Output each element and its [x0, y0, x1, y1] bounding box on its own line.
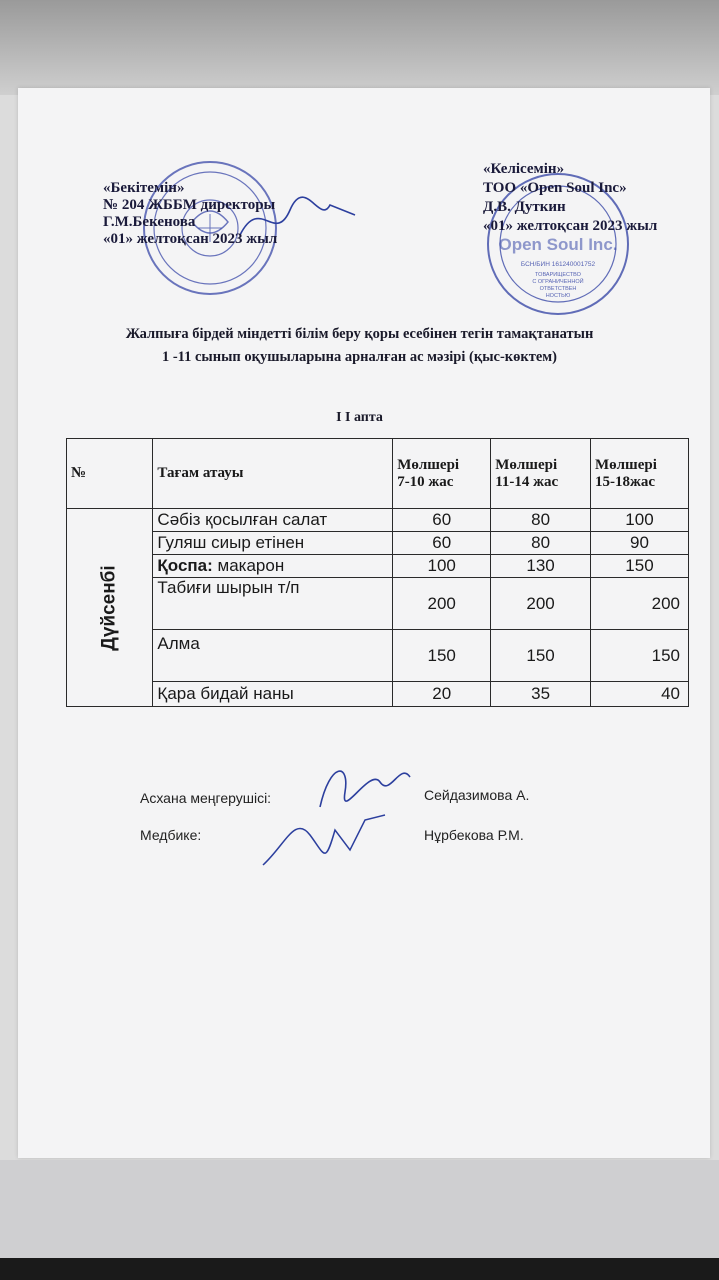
portion-11-14: 200	[491, 578, 591, 630]
portion-15-18: 40	[590, 682, 688, 707]
portion-7-10: 60	[393, 532, 491, 555]
stamp-brand: Open Soul Inc.	[498, 235, 618, 254]
dish-name: Алма	[153, 630, 393, 682]
table-row	[67, 532, 689, 555]
approve-block	[103, 180, 277, 248]
table-row	[67, 682, 689, 707]
dish-name: Қара бидай наны	[153, 682, 393, 707]
portion-7-10: 20	[393, 682, 491, 707]
portion-15-18: 200	[590, 578, 688, 630]
dish-name: Сәбіз қосылған салат	[153, 509, 393, 532]
day-label: Дүйсенбі	[98, 564, 120, 651]
header-dish-name: Тағам атауы	[153, 439, 393, 509]
approve-person: Г.М.Бекенова	[103, 214, 196, 230]
portion-11-14: 130	[491, 555, 591, 578]
nurse-signature	[255, 805, 395, 875]
table-row	[67, 509, 689, 532]
table-header-row	[67, 439, 689, 509]
portion-11-14: 80	[491, 532, 591, 555]
table-row	[67, 630, 689, 682]
header-portion-15-18: Мөлшері 15-18жас	[590, 439, 688, 509]
agree-date: «01» желтоқсан 2023 жыл	[483, 218, 658, 234]
agree-heading: «Келісемін»	[483, 161, 565, 177]
portion-7-10: 60	[393, 509, 491, 532]
bottom-band	[0, 1258, 719, 1280]
dish-name: Табиғи шырын т/п	[153, 578, 393, 630]
header-portion-7-10: Мөлшері 7-10 жас	[393, 439, 491, 509]
portion-11-14: 35	[491, 682, 591, 707]
top-shadow	[0, 0, 719, 95]
stamp-line-3: ОТВЕТСТВЕН	[539, 286, 577, 292]
stamp-line-2: С ОГРАНИЧЕННОЙ	[532, 279, 584, 285]
nurse-label: Медбике:	[140, 827, 202, 843]
stamp-line-4: НОСТЬЮ	[545, 293, 571, 299]
agree-block	[483, 160, 713, 236]
portion-11-14: 80	[491, 509, 591, 532]
portion-15-18: 90	[590, 532, 688, 555]
dish-name: Гуляш сиыр етінен	[153, 532, 393, 555]
approve-date: «01» желтоқсан 2023 жыл	[103, 231, 278, 247]
portion-15-18: 100	[590, 509, 688, 532]
portion-15-18: 150	[590, 630, 688, 682]
cook-label: Асхана меңгерушісі:	[140, 790, 272, 806]
portion-7-10: 100	[393, 555, 491, 578]
table-row	[67, 578, 689, 630]
portion-15-18: 150	[590, 555, 688, 578]
header-portion-11-14: Мөлшері 11-14 жас	[491, 439, 591, 509]
menu-table	[66, 438, 689, 707]
document-title-line-2: 1 -11 сынып оқушыларына арналған ас мәзірі (қыс-көктем)	[161, 349, 558, 365]
portion-11-14: 150	[491, 630, 591, 682]
nurse-name: Нұрбекова Р.М.	[424, 827, 524, 843]
header-number: №	[67, 439, 153, 509]
day-cell	[67, 509, 153, 707]
agree-person: Д.В. Дуткин	[483, 199, 566, 215]
cook-name: Сейдазимова А.	[424, 787, 530, 803]
portion-7-10: 200	[393, 578, 491, 630]
document-title-line-1: Жалпыға бірдей міндетті білім беру қоры есебінен тегін тамақтанатын	[125, 326, 594, 342]
stamp-bin: БСН/БИН 161240001752	[520, 261, 596, 268]
approve-heading: «Бекітемін»	[103, 180, 185, 196]
dish-name: Қоспа: макарон	[153, 555, 393, 578]
portion-7-10: 150	[393, 630, 491, 682]
week-label: I I апта	[336, 410, 383, 425]
stamp-line-1: ТОВАРИЩЕСТВО	[535, 272, 581, 278]
agree-company: ТОО «Open Soul Inc»	[483, 180, 627, 196]
approve-position: № 204 ЖББМ директоры	[103, 197, 276, 213]
table-row	[67, 555, 689, 578]
